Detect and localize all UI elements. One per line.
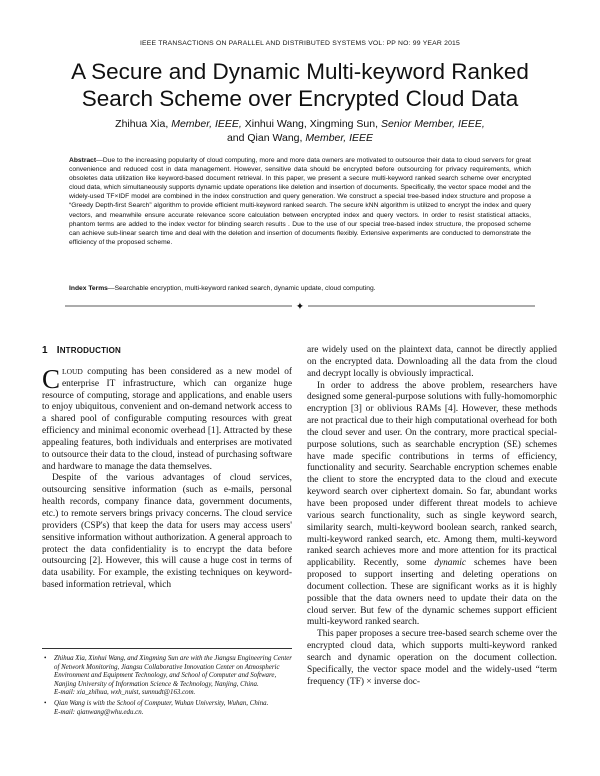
index-terms (69, 284, 531, 293)
title-line-1: A Secure and Dynamic Multi-keyword Ranked (71, 59, 529, 84)
footnote (42, 655, 292, 698)
author-3: Xingming Sun, (309, 118, 379, 130)
index-terms-text: —Searchable encryption, multi-keyword ranked search, dynamic update, cloud computing. (107, 285, 376, 292)
author-list (60, 117, 540, 145)
author-3-role: Senior Member, IEEE, (380, 118, 485, 130)
footnote (42, 700, 292, 717)
index-terms-label: Index Terms (69, 285, 108, 292)
abstract-text: —Due to the increasing popularity of cloud computing, more and more data owners are motivated to outsource their data to cloud servers for great convenience and reduced cost in data management. However, sensitive data should be encrypted before outsourcing for privacy requirements, which obsoletes data utilization like keyword-based document retrieval. In this paper, we present a secure multi-keyword ranked search scheme over encrypted cloud data, which simultaneously supports dynamic update operations like deletion and insertion of documents. Specifically, the vector space model and the widely-used TF×IDF model are combined in the index construction and query generation. We construct a special tree-based index structure and propose a “Greedy Depth-first Search” algorithm to provide efficient multi-keyword ranked search. The secure kNN algorithm is utilized to encrypt the index and query vectors, and meanwhile ensure accurate relevance score calculation between encrypted index and query vectors. In order to resist statistical attacks, phantom terms are added to the index vector for blinding search results . Due to the use of our special tree-based index structure, the proposed scheme can achieve sub-linear search time and deal with the deletion and insertion of documents flexibly. Extensive experiments are conducted to demonstrate the efficiency of the proposed scheme. (69, 157, 531, 246)
section-number: 1 (42, 345, 48, 356)
author-1-role: Member, IEEE, (171, 118, 242, 130)
journal-header: IEEE TRANSACTIONS ON PARALLEL AND DISTRIBUTED SYSTEMS VOL: PP NO: 99 YEAR 2015 (139, 40, 461, 47)
footnote-text: Zhihua Xia, Xinhui Wang, and Xingming Sun are with the Jiangsu Engineering Center of Network Monitoring, Jiangsu Collaborative Innovation Center on Atmospheric Environment and Equipment Technology, and School of Computer and Software, Nanjing University of Information Science & Technology, Nanjing, China. (54, 655, 292, 688)
left-column (42, 345, 292, 592)
paragraph-text: computing has been considered as a new model of enterprise IT infrastructure, which can organize huge resource of computing, storage and applications, and enable users to enjoy ubiquitous, convenient and on-demand network access to a shared pool of configurable computing resources with great efficiency and minimal economic overhead [1]. Attracted by these appealing features, both individuals and enterprises are motivated to outsource their data to the cloud, instead of purchasing software and hardware to manage the data themselves. (42, 366, 292, 472)
author-1: Zhihua Xia, (115, 118, 169, 130)
paragraph (42, 363, 292, 474)
drop-cap: C (42, 363, 61, 394)
bullet-icon: • (44, 699, 47, 707)
footnote-text: Qian Wang is with the School of Computer, Wuhan University, Wuhan, China. (54, 699, 269, 707)
lead-smallcaps: LOUD (62, 366, 83, 376)
author-2: Xinhui Wang, (244, 118, 307, 130)
abstract (69, 156, 531, 247)
right-column (307, 345, 557, 688)
paragraph-text: In order to address the above problem, researchers have designed some general-purpose solutions with fully-homomorphic encryption [3] or oblivious RAMs [4]. However, these methods are not practical due to their high computational overhead for both the cloud sever and user. On the contrary, more practical special-purpose solutions, such as searchable encryption (SE) schemes have made specific contributions in terms of efficiency, functionality and security. Searchable encryption schemes enable the client to store the encrypted data to the cloud and execute keyword search over ciphertext domain. So far, abundant works have been proposed under different threat models to achieve various search functionality, such as single keyword search, similarity search, multi-keyword boolean search, ranked search, multi-keyword ranked search, etc. Among them, multi-keyword ranked search achieves more and more attention for its practical applicability. Recently, some (307, 380, 557, 569)
title-line-2: Search Scheme over Encrypted Cloud Data (81, 86, 519, 111)
footnote-email: E-mail: xia_zhihua, wxh_nuist, sunnudt@163.com. (54, 689, 196, 697)
paragraph-text: schemes have been proposed to support inserting and deleting operations on document collection. These are significant works as it is highly possible that the data owners need to update their data on the cloud server. But few of the dynamic schemes support efficient multi-keyword ranked search. (307, 558, 557, 628)
section-divider (60, 300, 540, 312)
bullet-icon: • (44, 655, 47, 662)
paragraph: This paper proposes a secure tree-based search scheme over the encrypted cloud data, which supports multi-keyword ranked search and dynamic operation on the document collection. Specifically, the vector space model and the widely-used “term frequency (TF) × inverse doc- (307, 629, 557, 687)
paragraph: Despite of the various advantages of cloud services, outsourcing sensitive information (such as e-mails, personal health records, company finance data, government documents, etc.) to remote servers brings privacy concerns. The cloud service providers (CSP's) that keep the data for users may access users' sensitive information without authorization. A general approach to protect the data confidentiality is to encrypt the data before outsourcing [2]. However, this will cause a huge cost in terms of data usability. For example, the existing techniques on keyword-based information retrieval, which (42, 473, 292, 591)
section-heading (42, 345, 292, 357)
paragraph (307, 381, 557, 630)
paper-title (40, 58, 560, 112)
author-4: and Qian Wang, (226, 132, 303, 144)
footnote-rule (42, 648, 292, 649)
divider-ornament-icon: ✦ (295, 301, 305, 312)
footnotes (42, 655, 292, 719)
footnote-email: E-mail: qianwang@whu.edu.cn. (54, 708, 144, 716)
section-title-first: I (56, 345, 60, 356)
abstract-label: Abstract (69, 157, 97, 164)
paragraph: are widely used on the plaintext data, cannot be directly applied on the encrypted data. Downloading all the data from the cloud and decrypt locally is obviously impractical. (307, 345, 557, 379)
section-title-rest: NTRODUCTION (59, 346, 121, 355)
emphasis: dynamic (434, 558, 467, 569)
author-4-role: Member, IEEE (305, 132, 374, 144)
